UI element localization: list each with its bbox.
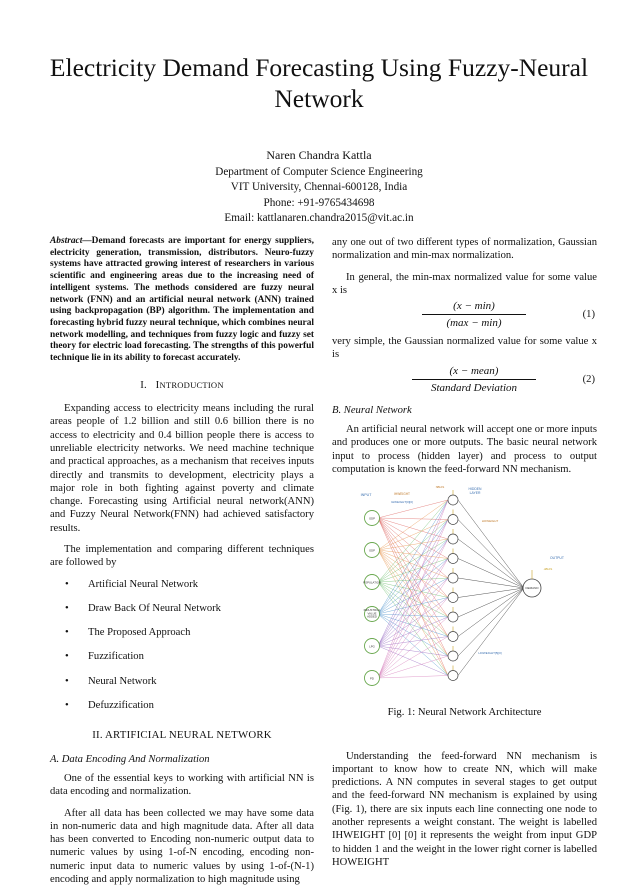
connection-input-hidden (378, 582, 448, 598)
author-university: VIT University, Chennai-600128, India (230, 181, 408, 194)
connection-input-hidden (378, 539, 448, 646)
hidden-node (448, 515, 458, 525)
howeight-sub-label: HOWEIGHT[5][0] (478, 651, 502, 656)
connection-input-hidden (378, 539, 448, 550)
connection-input-hidden (378, 500, 448, 646)
connection-input-hidden (378, 518, 448, 598)
neural-network-paragraph-1: An artificial neural network will accept one or more inputs and produces one or more outputs. The basic neural network input to process (hidden layer) and process to output computation is known the feed-forward NN mechanism. (332, 424, 597, 475)
hidden-node (448, 612, 458, 622)
list-item: • The Proposed Approach (65, 627, 191, 639)
subsection-heading-neural-network: B. Neural Network (332, 404, 412, 416)
hidden-node (448, 573, 458, 583)
list-item: • Neural Network (65, 675, 157, 687)
neural-network-diagram (332, 484, 597, 700)
gaussian-intro: very simple, the Gaussian normalized value for some value x is (332, 336, 597, 361)
input-node-label: INDUSTRIAL VALUE ADDED (363, 608, 381, 619)
intro-paragraph-1: Expanding access to electricity means including the rural areas people of 1.2 billion and still 0.6 billion there is no access to electricity and 0.4 billion people there is access to unreliable electricity networks. We need machine technique and practical approaches, as a mechanism that receives inputs directly and transmits to development, electricity plays a major role in both fighting against poverty and climate change. Forecasting using Artificial neural network(ANN) and Fuzzy Neural Network(FNN) had achieved satisfactory results. (50, 403, 314, 534)
hidden-layer-label: HIDDEN LAYER (468, 487, 482, 496)
howeight-label: HOWEIGHT (481, 519, 499, 524)
hidden-node (448, 534, 458, 544)
list-item: • Artificial Neural Network (65, 578, 199, 590)
equation-2-number: (2) (582, 373, 595, 385)
equation-1-numerator: (x − min) (453, 300, 495, 313)
connection-hidden-output (458, 500, 524, 588)
connection-input-hidden (378, 676, 448, 679)
encoding-paragraph-3: any one out of two different types of normalization, Gaussian normalization and min-max normalization. (332, 237, 597, 262)
connection-hidden-output (458, 520, 524, 589)
abstract-text: —Demand forecasts are important for energy suppliers, electricity generation, transmission, distributors. Neuro-fuzzy systems have attracted growing interest of researchers in various scientific and engineering areas due to the increasing need of intelligent systems. The methods considered are fuzzy neural network (FNN) and an artificial neural network (ANN) trained using backpropagation (BP) algorithm. The implementation and forecasting hybrid fuzzy neural technique, which combines neural network modelling, and techniques from fuzzy logic and fuzzy set theory for electric load forecasting. The strengths of this powerful technique lie in its ability to forecast accurately. (50, 236, 314, 364)
connection-input-hidden (378, 500, 448, 582)
hidden-node (448, 495, 458, 505)
list-item: • Fuzzification (65, 651, 144, 663)
hidden-node (448, 593, 458, 603)
connection-input-hidden (378, 614, 448, 617)
connection-input-hidden (378, 617, 448, 646)
section-heading-introduction: I. INTRODUCTION (140, 378, 224, 391)
connection-hidden-output (458, 588, 524, 637)
abstract (50, 236, 314, 365)
neural-network-figure (332, 484, 597, 700)
abstract-lead: Abstract (50, 236, 83, 246)
author-phone: Phone: +91-9765434698 (263, 196, 375, 209)
hidden-node (448, 671, 458, 681)
input-node-label: PD (370, 676, 374, 681)
technique-list (50, 578, 314, 724)
connection-input-hidden (378, 656, 448, 678)
figure-caption: Fig. 1: Neural Network Architecture (387, 707, 542, 719)
paper-title: Electricity Demand Forecasting Using Fuzzy-Neural Network (49, 53, 589, 113)
hidden-node (448, 554, 458, 564)
connection-input-hidden (378, 500, 448, 550)
connection-input-hidden (378, 518, 448, 520)
subsection-heading-encoding: A. Data Encoding And Normalization (50, 753, 210, 765)
connection-input-hidden (378, 598, 448, 647)
connection-hidden-output (458, 588, 524, 598)
author-name: Naren Chandra Kattla (266, 148, 372, 162)
neural-network-paragraph-2: Understanding the feed-forward NN mechanism is important to know how to create NN, which will make predictions. A NN computes in several stages to get output and the feed-forward NN mechanism is explained by using (Fig. 1), there are six inputs each line connecting one node to another represents a weight constant. The weight is labelled IHWEIGHT [0] [0] it represents the weight from input GDP to hidden 1 and the weight in the lower right corner is labelled HOWEIGHT (332, 750, 597, 868)
minmax-intro: In general, the min-max normalized value for some value x is (332, 271, 597, 296)
equation-2-denominator: Standard Deviation (430, 381, 518, 394)
author-block (150, 148, 488, 226)
equation-1-denominator: (max − min) (446, 317, 502, 330)
connection-hidden-output (458, 578, 524, 588)
hidden-node (448, 632, 458, 642)
equation-1-number: (1) (582, 309, 595, 321)
input-node-label: GDP (368, 516, 376, 521)
output-layer-label: OUTPUT (550, 556, 564, 561)
left-column (50, 236, 314, 886)
connection-input-hidden (378, 646, 448, 676)
equation-2-numerator: (x − mean) (449, 364, 499, 377)
intro-paragraph-2: The implementation and comparing different techniques are followed by (50, 544, 314, 569)
input-layer-label: INPUT (360, 493, 372, 498)
equation-gaussian (332, 364, 597, 398)
input-node-label: GDP (368, 548, 376, 553)
right-column (332, 236, 597, 869)
ihweight-label: IHWEIGHT (394, 492, 410, 497)
output-node-label: DEMAND (525, 586, 539, 591)
ihweight-sub-label: IHWEIGHT[0][0] (391, 500, 413, 505)
input-node-label: LPG (369, 644, 375, 649)
connection-input-hidden (378, 500, 448, 518)
connection-hidden-output (458, 588, 524, 656)
equation-minmax (332, 299, 597, 333)
input-node-label: POPULATION (363, 580, 381, 585)
hidden-bias-label: hBIAS (435, 485, 445, 490)
connection-input-hidden (378, 500, 448, 678)
connection-hidden-output (458, 539, 524, 588)
hidden-node (448, 651, 458, 661)
author-email: Email: kattlanaren.chandra2015@vit.ac.in (224, 211, 414, 224)
encoding-paragraph-2: After all data has been collected we may have some data in non-numeric data and high magnitude data. After all data has been converted to Encoding non-numeric output data to numeric values by using 1-of-N encoding, encoding non-numeric input data to numeric values by using 1-of-(N-1) encoding and apply normalization to high magnitude using (50, 807, 314, 886)
connection-hidden-output (458, 588, 524, 617)
connection-hidden-output (458, 588, 524, 676)
connection-input-hidden (378, 520, 448, 679)
encoding-paragraph-1: One of the essential keys to working with artificial NN is data encoding and normalization. (50, 772, 314, 798)
output-bias-label: oBIAS (543, 567, 553, 572)
connection-hidden-output (458, 559, 524, 589)
author-department: Department of Computer Science Engineering (215, 166, 423, 179)
section-heading-ann: II. ARTIFICIAL NEURAL NETWORK (92, 729, 272, 742)
list-item: • Draw Back Of Neural Network (65, 602, 221, 614)
list-item: • Defuzzification (65, 700, 154, 712)
